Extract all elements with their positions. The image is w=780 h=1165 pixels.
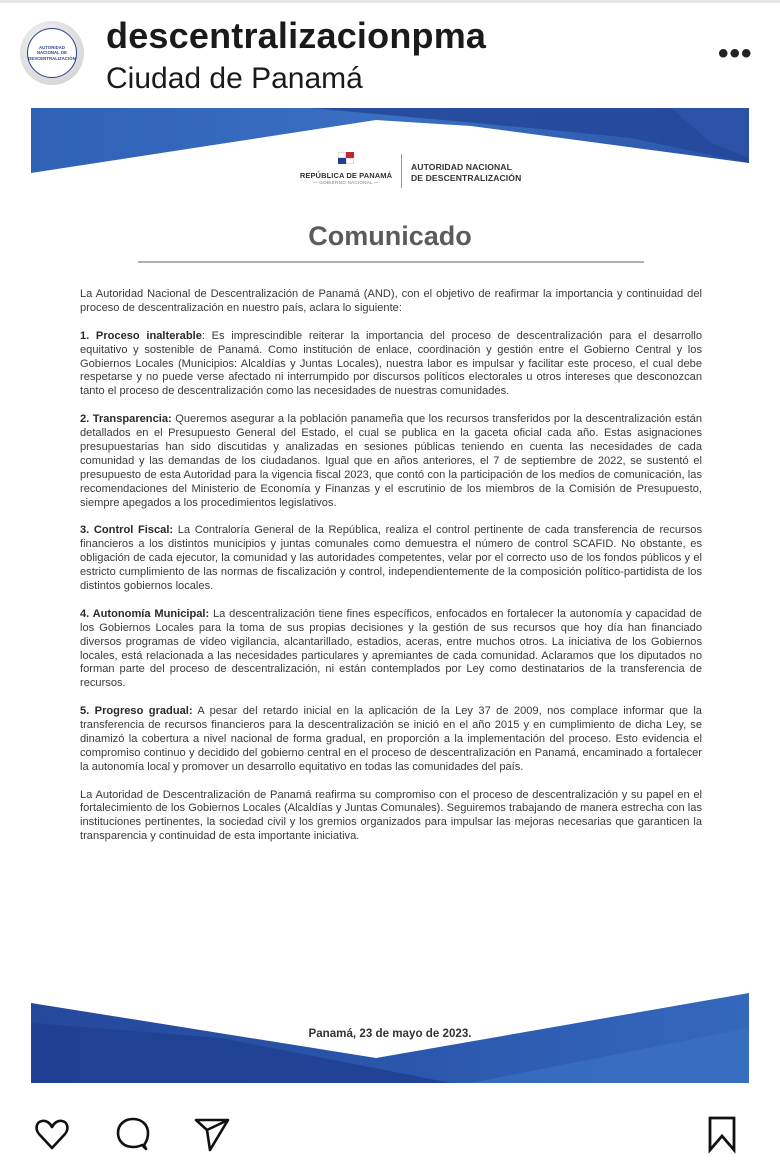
government-logo: [291, 152, 401, 185]
document-date: Panamá, 23 de mayo de 2023.: [308, 1027, 472, 1040]
comment-icon: [112, 1114, 152, 1154]
post-header: [0, 3, 780, 105]
panama-flag-icon: [338, 152, 354, 164]
avatar-text: [28, 45, 76, 61]
save-button[interactable]: [700, 1112, 744, 1156]
heart-icon: [32, 1114, 72, 1154]
agency-name-line-1: AUTORIDAD NACIONAL: [411, 162, 512, 172]
section-text: Es imprescindible reiterar la importancia del proceso de descentralización para el desarrollo equitativo y sostenible de Panamá. Como institución de enlace, coordinación y gestión entre el Gobierno Central y los Gobiernos Locales (Municipios: Alcaldías y Juntas Locales), nuestra labor es impulsar y facilitar este proceso, el cual debe respetarse y no puede verse afectado ni interrumpido por discursos políticos electorales u otros intereses que desconozcan tanto el proceso de descentralización como las necesidades de nuestras comunidades.: [80, 329, 702, 398]
section-text: A pesar del retardo inicial en la aplicación de la Ley 37 de 2009, nos complace informar que la transferencia de recursos financieros para la descentralización se inició en el año 2015 y en cumplimiento de dicha Ley, se dinamizó la cobertura a nivel nacional de forma gradual, en proporción a la implementación del proceso. Esto evidencia el compromiso continuo y decidido del gobierno central en el proceso de descentralización en Panamá, encaminado a fortalecer la autonomía local y promover un desarrollo equitativo en todas las comunidades del país.: [80, 705, 702, 773]
share-button[interactable]: [190, 1112, 234, 1156]
more-options-icon[interactable]: •••: [718, 37, 753, 70]
logo-divider: [401, 154, 402, 188]
avatar[interactable]: [20, 21, 84, 85]
header-logos: [31, 152, 749, 196]
section-text: La descentralización tiene fines específicos, enfocados en fortalecer la autonomía y capacidad de los Gobiernos Locales para la toma de sus propias decisiones y la gestión de sus recursos que hoy día han financiado diversos programas de video vigilancia, alcantarillado, estadios, aceras, entre muchos otros. La iniciativa de los Gobiernos locales, está relacionada a las necesidades particulares y apremiantes de cada comunidad. Aclaramos que los diputados no forman parte del proceso de descentralización, ni están contemplados por Ley como destinatarios de la transferencia de recursos.: [80, 607, 702, 690]
section-paragraph: 1. Proceso inalterable: Es imprescindible reiterar la importancia del proceso de descentralización para el desarrollo equitativo y sostenible de Panamá. Como institución de enlace, coordinación y gestión entre el Gobierno Central y los Gobiernos Locales (Municipios: Alcaldías y Juntas Locales), nuestra labor es impulsar y facilitar este proceso, el cual debe respetarse y no puede verse afectado ni interrumpido por discursos políticos electorales u otros intereses que desconozcan tanto el proceso de descentralización como las necesidades de nuestras comunidades.: [80, 329, 702, 398]
post-image[interactable]: [31, 108, 749, 1083]
government-subtitle: — GOBIERNO NACIONAL —: [312, 180, 380, 185]
section-paragraph: [80, 524, 702, 594]
section-heading: 1. Proceso inalterable: [80, 329, 202, 342]
post-actions: [0, 1095, 780, 1165]
section-heading: 4. Autonomía Municipal:: [80, 607, 210, 620]
section-text: Queremos asegurar a la población panameña que los recursos transferidos por la descentralización están detallados en el Presupuesto General del Estado, el cual se publica en la gaceta oficial cada año. Estas asignaciones presupuestarias han sido discutidas y analizadas en sesiones públicas teniendo en cuenta las necesidades de cada comunidad y las demandas de los ciudadanos. Igual que en años anteriores, el 7 de septiembre de 2022, se sustentó el presupuesto de esta Autoridad para la vigencia fiscal 2023, que contó con la participación de los medios de comunicación, las recomendaciones del Ministerio de Economía y Finanzas y el escrutinio de los miembros de la Comisión de Presupuesto, siempre apegados a los procedimientos legislativos.: [80, 413, 702, 509]
comment-button[interactable]: [110, 1112, 154, 1156]
avatar-line-2: NACIONAL DE: [36, 50, 68, 56]
section-paragraph: [80, 705, 702, 775]
section-paragraph: [80, 413, 702, 510]
agency-name-line-2: DE DESCENTRALIZACIÓN: [411, 173, 522, 184]
closing-paragraph: La Autoridad de Descentralización de Panamá reafirma su compromiso con el proceso de descentralización y su papel en el fortalecimiento de los Gobiernos Locales (Alcaldías y Juntas Comunales). Seguiremos trabajando de manera estrecha con las instituciones pertinentes, la sociedad civil y los gremios organizados para impulsar las mejoras necesarias que garanticen la transparencia y continuidad de esta importante iniciativa.: [80, 788, 702, 843]
avatar-line-1: AUTORIDAD: [39, 45, 65, 51]
bookmark-icon: [702, 1114, 742, 1154]
section-heading: 3. Control Fiscal:: [80, 524, 174, 537]
avatar-logo: [27, 28, 77, 78]
title-underline: [138, 261, 644, 263]
section-text: La Contraloría General de la República, realiza el control pertinente de cada transferencia de recursos financieros a los distintos municipios y juntas comunales como demuestra el número de control SCAFID. No obstante, es obligación de cada ejecutor, la comunidad y las autoridades competentes, velar por el correcto uso de los fondos públicos y el estricto cumplimiento de las normas de fiscalización y control, independientemente de la composición político-partidista de los distintos gobiernos locales.: [80, 524, 702, 592]
location-link[interactable]: Ciudad de Panamá: [106, 62, 363, 95]
document-body: [80, 288, 702, 858]
avatar-line-3: DESCENTRALIZACIÓN: [28, 55, 76, 61]
username-link[interactable]: descentralizacionpma: [106, 15, 487, 56]
section-paragraph: [80, 608, 702, 691]
agency-logo: [411, 162, 521, 184]
section-heading: 2. Transparencia:: [80, 413, 172, 426]
section-heading: 5. Progreso gradual:: [80, 705, 193, 718]
like-button[interactable]: [30, 1112, 74, 1156]
document-title: Comunicado: [308, 221, 472, 251]
government-name: REPÚBLICA DE PANAMÁ: [299, 171, 393, 180]
share-icon: [192, 1114, 232, 1154]
intro-paragraph: La Autoridad Nacional de Descentralización de Panamá (AND), con el objetivo de reafirmar la importancia y continuidad del proceso de descentralización en nuestro país, aclara lo siguiente:: [80, 288, 702, 314]
